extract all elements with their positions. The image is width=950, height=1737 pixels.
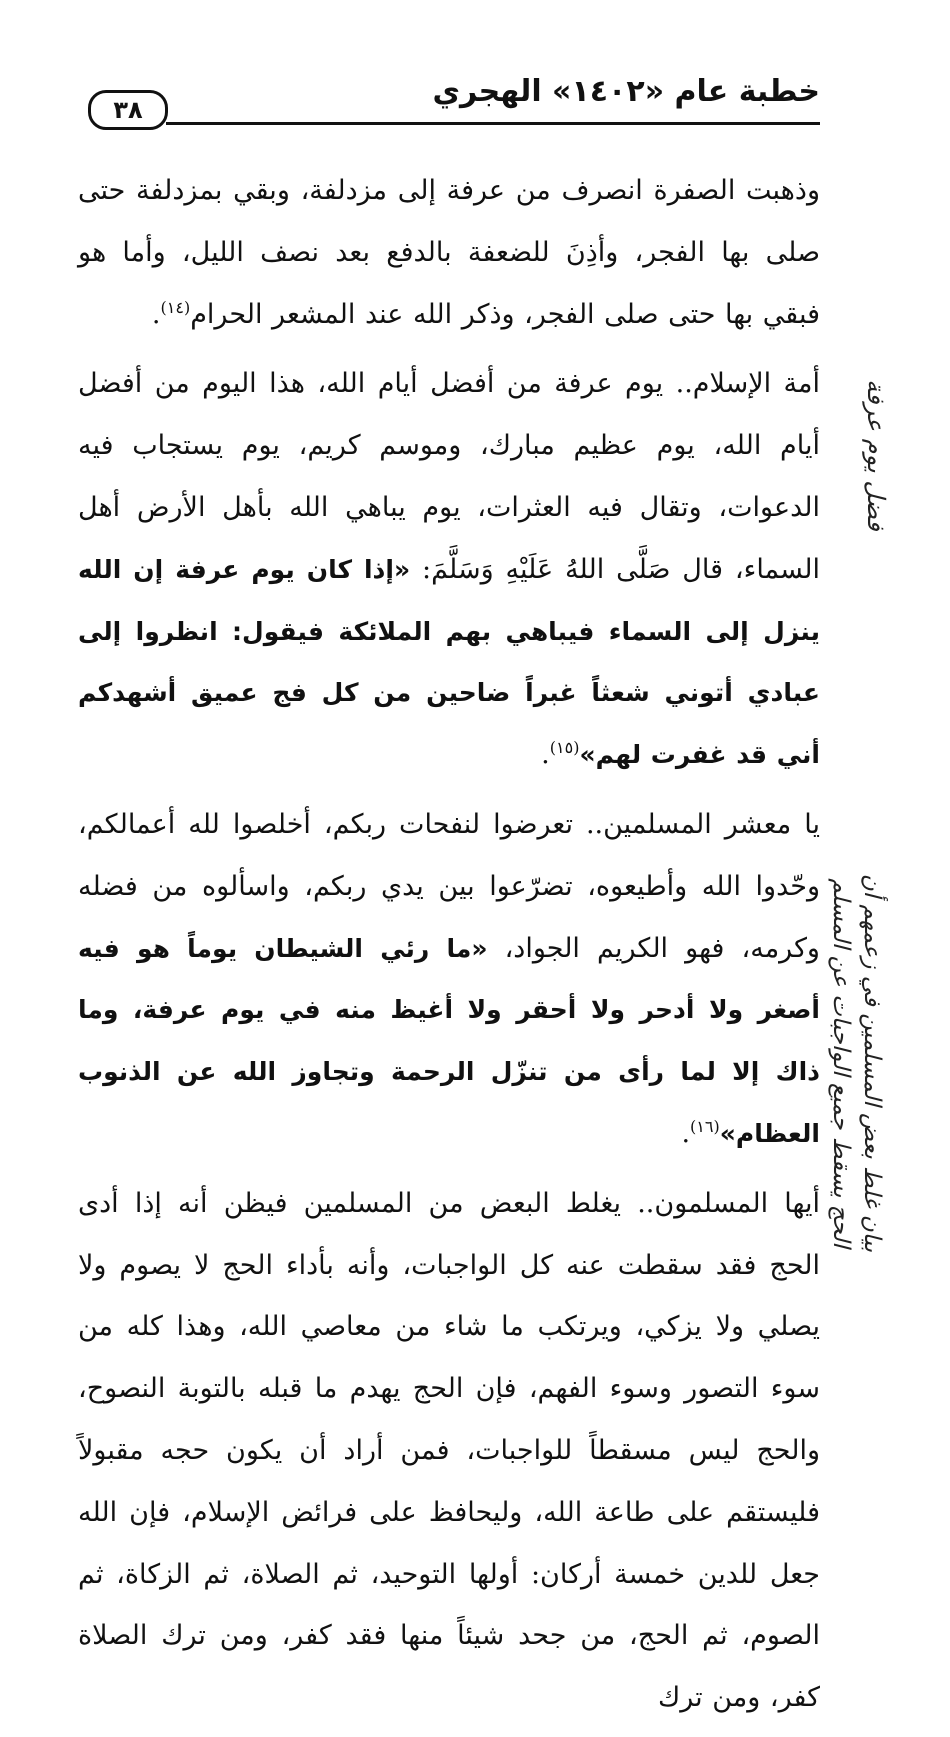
paragraph-2: أمة الإسلام.. يوم عرفة من أفضل أيام الله، هذا اليوم من أفضل أيام الله، يوم عظيم مبارك، وموسم كريم، يوم يستجاب فيه الدعوات، وتقال فيه العثرات، يوم يباهي الله بأهل الأرض أهل السماء، قال صَلَّى اللهُ عَلَيْهِ وَسَلَّمَ: «إذا كان يوم عرفة إن الله ينزل إلى السماء فيباهي بهم الملائكة فيقول: انظروا إلى عبادي أتوني شعثاً غبراً ضاحين من كل فج عميق أشهدكم أني قد غفرت لهم»$^{(١٥)}$. [78, 368, 820, 771]
margin-note-error-line-2: الحج يسقط جميع الواجبات عن المسلم [828, 878, 854, 1248]
paragraph-3: يا معشر المسلمين.. تعرضوا لنفحات ربكم، أخلصوا لله أعمالكم، وحّدوا الله وأطيعوه، تضرّعوا بين يدي ربكم، واسألوه من فضله وكرمه، فهو الكريم الجواد، «ما رئي الشيطان يوماً هو فيه أصغر ولا أدحر ولا أحقر ولا أغيظ منه في يوم عرفة، وما ذاك إلا لما رأى من تنزّل الرحمة وتجاوز الله عن الذنوب العظام»$^{(١٦)}$. [78, 808, 820, 1149]
margin-note-error-line-1: بيان غلط بعض المسلمين في زعمهم أن [859, 873, 885, 1253]
hadith-quote-1: «إذا كان يوم عرفة إن الله ينزل إلى السماء فيباهي بهم الملائكة فيقول: انظروا إلى عبادي أتوني شعثاً غبراً ضاحين من كل فج عميق أشهدكم أني قد غفرت لهم» [78, 554, 820, 770]
paragraph-1-text: وذهبت الصفرة انصرف من عرفة إلى مزدلفة، وبقي بمزدلفة حتى صلى بها الفجر، وأذِنَ للضعفة بالدفع بعد نصف الليل، وأما هو فبقي بها حتى صلى الفجر، وذكر الله عند المشعر الحرام [78, 175, 820, 330]
footnote-ref-16: (١٦) [690, 1116, 720, 1136]
header-rule [166, 122, 820, 125]
margin-note-arafah: فضل يوم عرفة [862, 379, 890, 531]
footnote-ref-14: (١٤) [160, 297, 191, 317]
paragraph-1: وذهبت الصفرة انصرف من عرفة إلى مزدلفة، وبقي بمزدلفة حتى صلى بها الفجر، وأذِنَ للضعفة بالدفع بعد نصف الليل، وأما هو فبقي بها حتى صلى الفجر، وذكر الله عند المشعر الحرام$^{(١٤)}$. [78, 175, 820, 330]
hadith-quote-2: «ما رئي الشيطان يوماً هو فيه أصغر ولا أدحر ولا أحقر ولا أغيظ منه في يوم عرفة، وما ذاك إلا لما رأى من تنزّل الرحمة وتجاوز الله عن الذنوب العظام» [78, 933, 820, 1148]
paragraph-2-text: أمة الإسلام.. يوم عرفة من أفضل أيام الله، هذا اليوم من أفضل أيام الله، يوم عظيم مبارك، وموسم كريم، يوم يستجاب فيه الدعوات، وتقال فيه العثرات، يوم يباهي الله بأهل الأرض أهل السماء، قال صَلَّى اللهُ عَلَيْهِ وَسَلَّمَ: [78, 368, 820, 585]
paragraph-4 [78, 1173, 820, 1729]
page-number: ٣٨ [113, 96, 143, 124]
page-number-badge [88, 90, 168, 130]
paragraph-4-text: أيها المسلمون.. يغلط البعض من المسلمين فيظن أنه إذا أدى الحج فقد سقطت عنه كل الواجبات، وأنه بأداء الحج لا يصوم ولا يصلي ولا يزكي، ويرتكب ما شاء من معاصي الله، وهذا كله من سوء التصور وسوء الفهم، فإن الحج يهدم ما قبله بالتوبة النصوح، والحج ليس مسقطاً للواجبات، فمن أراد أن يكون حجه مقبولاً فليستقم على طاعة الله، وليحافظ على فرائض الإسلام، فإن الله جعل للدين خمسة أركان: أولها التوحيد، ثم الصلاة، ثم الزكاة، ثم الصوم، ثم الحج، من جحد شيئاً منها فقد كفر، ومن ترك الصلاة كفر، ومن ترك [78, 1187, 820, 1714]
page-header [78, 72, 820, 132]
paragraph-3-text: يا معشر المسلمين.. تعرضوا لنفحات ربكم، أخلصوا لله أعمالكم، وحّدوا الله وأطيعوه، تضرّعوا بين يدي ربكم، واسألوه من فضله وكرمه، فهو الكريم الجواد، [78, 808, 820, 964]
header-title: خطبة عام «١٤٠٢» الهجري [432, 74, 820, 109]
footnote-ref-15: (١٥) [549, 738, 580, 758]
page-body [78, 160, 820, 1737]
